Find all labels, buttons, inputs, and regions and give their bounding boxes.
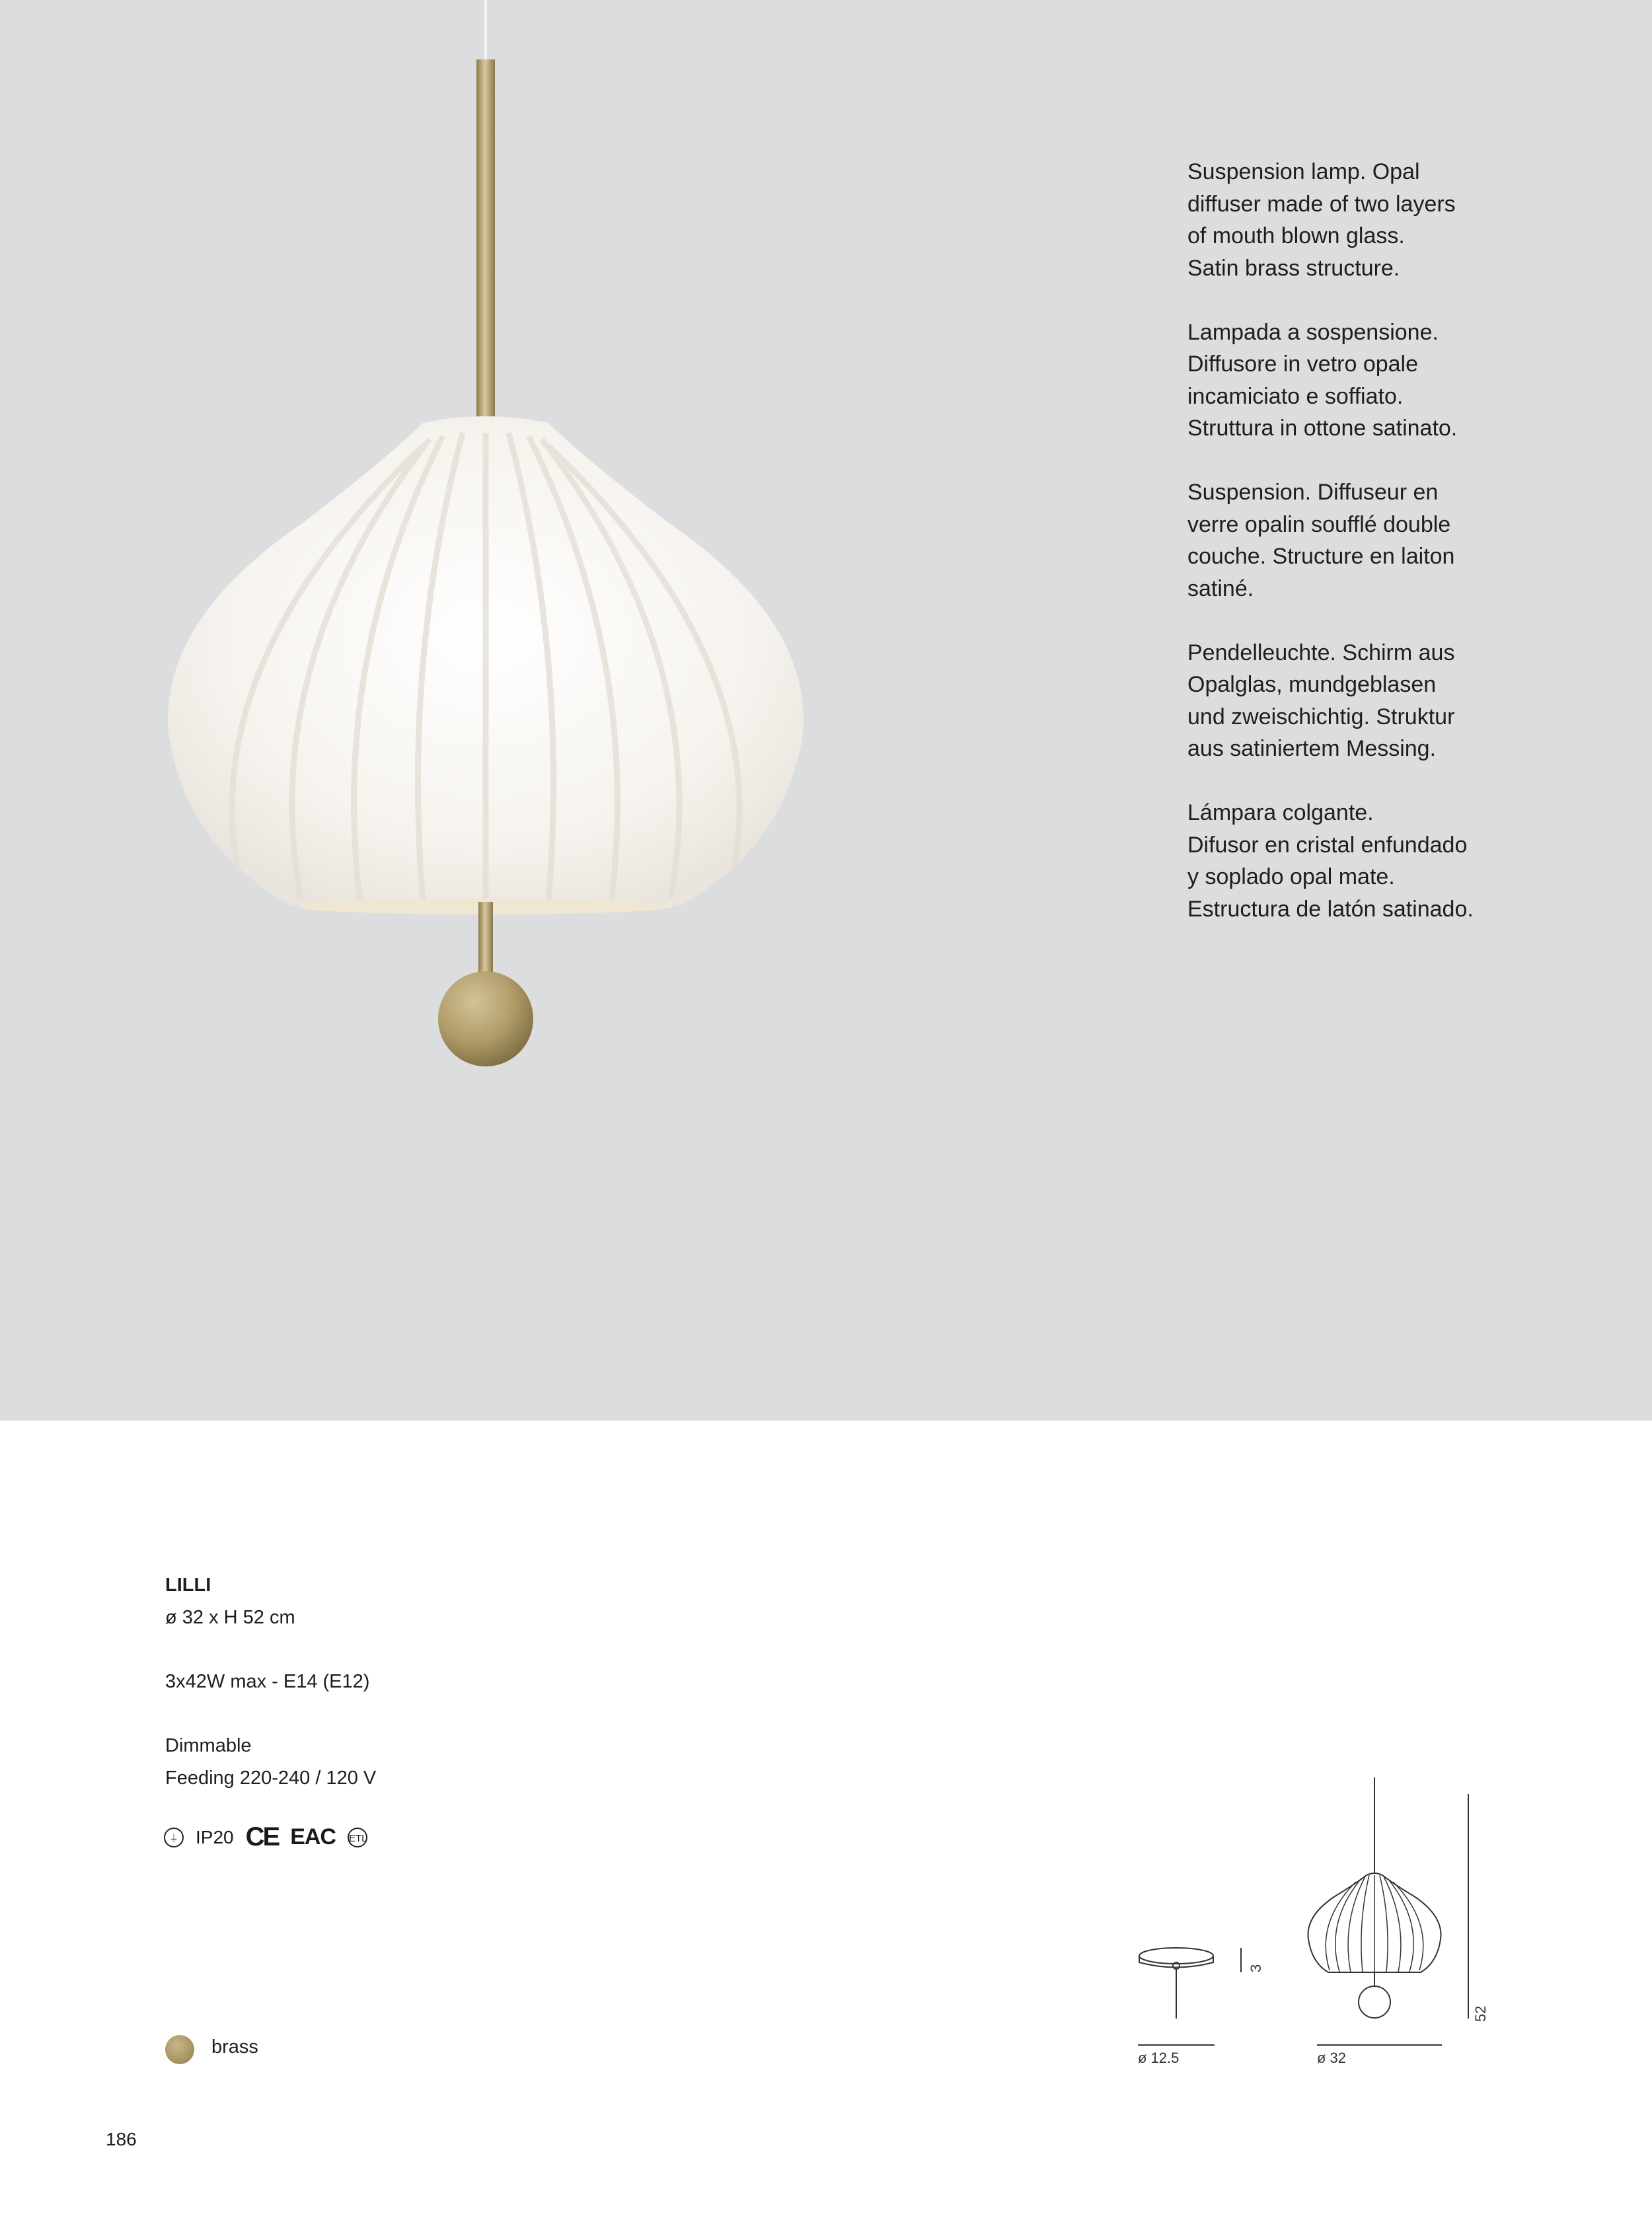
product-dimensions: ø 32 x H 52 cm bbox=[165, 1607, 295, 1628]
product-dimmable: Dimmable bbox=[165, 1735, 252, 1756]
description-italian: Lampada a sospensione. Diffusore in vetro opale incamiciato e soffiato. Struttura in ottone satinato. bbox=[1187, 319, 1458, 441]
product-power: 3x42W max - E14 (E12) bbox=[165, 1671, 370, 1692]
description-english: Suspension lamp. Opal diffuser made of two layers of mouth blown glass. Satin brass structure. bbox=[1187, 159, 1456, 281]
canopy-drawing bbox=[1139, 1948, 1213, 1964]
page-number: 186 bbox=[106, 2129, 137, 2149]
lamp-height-label: 52 bbox=[1472, 2005, 1489, 2022]
ce-mark: CE bbox=[245, 1822, 279, 1851]
description-french: Suspension. Diffuseur en verre opalin soufflé double couche. Structure en laiton satiné. bbox=[1187, 480, 1455, 601]
lamp-diameter-label: ø 32 bbox=[1317, 2050, 1347, 2066]
canopy-height-label: 3 bbox=[1248, 1964, 1264, 1972]
description-german: Pendelleuchte. Schirm aus Opalglas, mundgeblasen und zweischichtig. Struktur aus satiniertem Messing. bbox=[1187, 640, 1455, 761]
eac-mark: EAC bbox=[290, 1824, 336, 1849]
ip-rating: IP20 bbox=[196, 1826, 234, 1847]
product-name: LILLI bbox=[165, 1575, 211, 1596]
class-ii-ground-icon: ⏚ bbox=[164, 1828, 184, 1847]
finish-label: brass bbox=[211, 2036, 258, 2058]
etl-icon: ETL bbox=[348, 1828, 367, 1847]
product-feeding: Feeding 220-240 / 120 V bbox=[165, 1767, 377, 1789]
canopy-diameter-label: ø 12.5 bbox=[1138, 2050, 1180, 2066]
description-spanish: Lámpara colgante. Difusor en cristal enfundado y soplado opal mate. Estructura de latón satinado. bbox=[1187, 800, 1474, 922]
